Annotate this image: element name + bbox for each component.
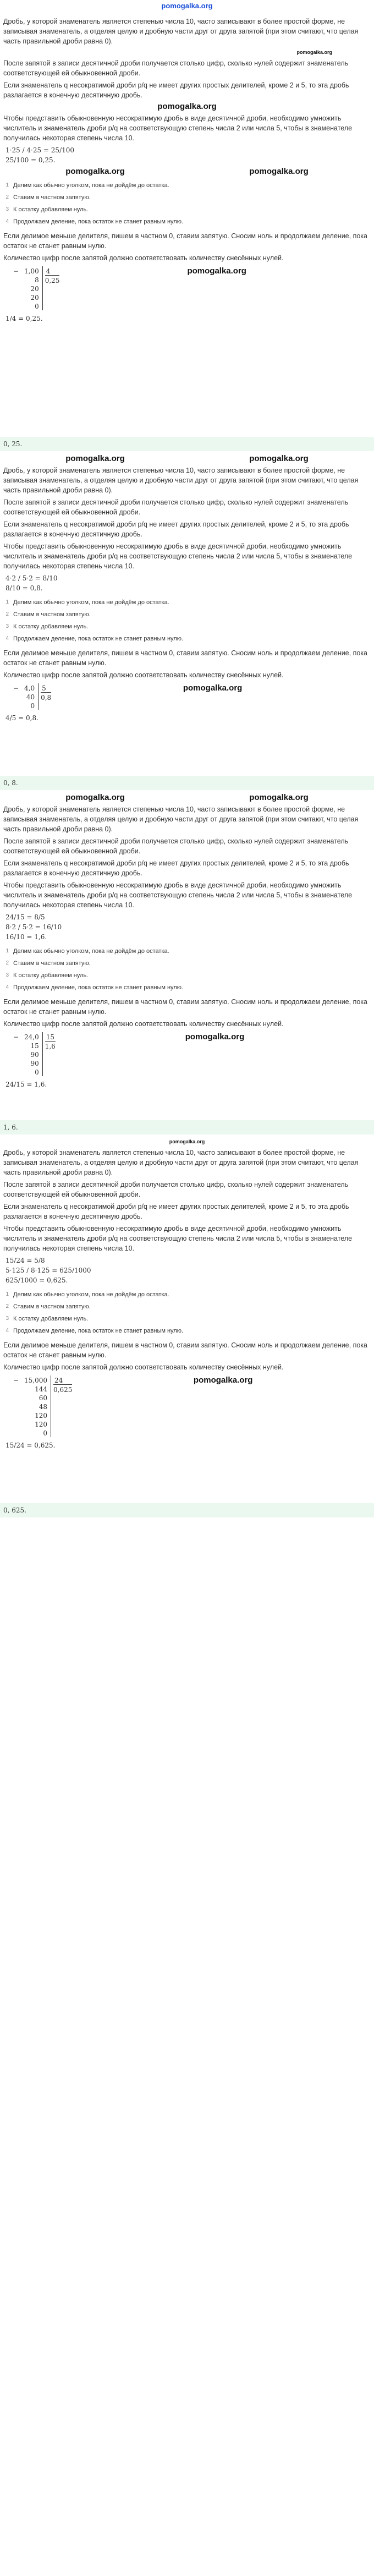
watermark: pomogalka.org	[65, 793, 125, 802]
watermark: pomogalka.org	[65, 454, 125, 463]
equations	[3, 1254, 371, 1286]
answer-box: 0, 25.	[0, 437, 374, 451]
theory-p6: Количество цифр после запятой должно соответствовать количеству снесённых нулей.	[3, 1020, 284, 1028]
watermark: pomogalka.org	[185, 1032, 245, 1042]
equation-line: 8·2 / 5·2 = 16/10	[6, 923, 62, 931]
list-item: 3 К остатку добавляем нуль.	[6, 206, 89, 213]
theory-p4: Чтобы представить обыкновенную несократимую дробь в виде десятичной дроби, необходимо умножить числитель и знаменатель дроби p/q на соответствующую степень числа 2 или числа 5, чтобы в знаменателе получилась некоторая степень числа 10.	[3, 1225, 353, 1252]
watermark: pomogalka.org	[157, 102, 217, 111]
equation-line: 1·25 / 4·25 = 25/100	[6, 146, 75, 154]
theory-p5: Если делимое меньше делителя, пишем в частном 0, ставим запятую. Сносим ноль и продолжаем деление, пока остаток не станет равным нулю.	[3, 232, 367, 250]
theory-p3: Если знаменатель q несократимой дроби p/q не имеет других простых делителей, кроме 2 и 5, то эта дробь разлагается в конечную десятичную дробь.	[3, 859, 349, 877]
equation-line: 24/15 = 8/5	[6, 913, 45, 921]
dividend-column: 24,0 15 90 90 0	[24, 1033, 39, 1076]
watermark: pomogalka.org	[169, 1139, 205, 1144]
equation-line: 8/10 = 0,8.	[6, 584, 43, 592]
long-division: − 4,0 40 0 5 0,8 pomogalka.org	[13, 683, 243, 710]
divisor-column: 4 0,25	[42, 266, 60, 310]
theory-p2: После запятой в записи десятичной дроби получается столько цифр, сколько нулей содержит знаменатель соответствующей ей обыкновенной дроби.	[3, 1181, 349, 1198]
equation-line: 5·125 / 8·125 = 625/1000	[6, 1267, 91, 1274]
steps-list	[3, 179, 371, 228]
result-equation: 4/5 = 0,8.	[6, 714, 38, 722]
theory-p4: Чтобы представить обыкновенную несократимую дробь в виде десятичной дроби, необходимо умножить числитель и знаменатель дроби p/q на соответствующую степень числа 2 или числа 5, чтобы в знаменателе получилась некоторая степень числа 10.	[3, 881, 353, 909]
example-2	[0, 451, 374, 776]
result-equation: 15/24 = 0,625.	[6, 1442, 56, 1449]
list-item: 2 Ставим в частном запятую.	[6, 1303, 91, 1310]
theory-p6: Количество цифр после запятой должно соответствовать количеству снесённых нулей.	[3, 254, 284, 262]
theory-p2: После запятой в записи десятичной дроби получается столько цифр, сколько нулей содержит знаменатель соответствующей ей обыкновенной дроби.	[3, 59, 349, 77]
divisor-column: 5 0,8	[38, 683, 51, 710]
watermark: pomogalka.org	[187, 266, 246, 276]
watermark: pomogalka.org	[249, 793, 309, 802]
long-division: − 15,000 144 60 48 120 120 0 24 0,625 pomogalka.org	[13, 1375, 253, 1437]
theory-p2: После запятой в записи десятичной дроби получается столько цифр, сколько нулей содержит знаменатель соответствующей ей обыкновенной дроби.	[3, 498, 349, 516]
list-item: 4 Продолжаем деление, пока остаток не станет равным нулю.	[6, 635, 184, 642]
answer-box: 0, 8.	[0, 776, 374, 790]
equation-line: 625/1000 = 0,625.	[6, 1276, 68, 1284]
long-division: − 1,00 8 20 20 0 4 0,25 pomogalka.org	[13, 266, 246, 310]
watermark: pomogalka.org	[65, 167, 125, 176]
watermark: pomogalka.org	[249, 167, 309, 176]
list-item: 3 К остатку добавляем нуль.	[6, 972, 89, 979]
theory-p5: Если делимое меньше делителя, пишем в частном 0, ставим запятую. Сносим ноль и продолжаем деление, пока остаток не станет равным нулю.	[3, 1341, 367, 1359]
example-3	[0, 790, 374, 1120]
watermark: pomogalka.org	[249, 454, 309, 463]
theory-p1: Дробь, у которой знаменатель является степенью числа 10, часто записывают в более простой форме, не записывая знаменатель, а отделяя целую и дробную части друг от друга запятой (при этом считают, что целая часть правильной дроби равна 0).	[3, 805, 359, 833]
divisor-column: 15 1,6	[42, 1032, 56, 1076]
site-brand-link[interactable]: pomogalka.org	[161, 2, 213, 10]
dividend-column: 4,0 40 0	[24, 684, 35, 710]
watermark: pomogalka.org	[193, 1375, 253, 1385]
example-1	[0, 13, 374, 437]
list-item: 4 Продолжаем деление, пока остаток не станет равным нулю.	[6, 218, 184, 225]
list-item: 3 К остатку добавляем нуль.	[6, 1316, 89, 1322]
equation-line: 4·2 / 5·2 = 8/10	[6, 574, 58, 582]
divisor-column: 24 0,625	[51, 1375, 72, 1437]
list-item: 2 Ставим в частном запятую.	[6, 194, 91, 201]
long-division: − 24,0 15 90 90 0 15 1,6 pomogalka.org	[13, 1032, 245, 1076]
theory-p3: Если знаменатель q несократимой дроби p/q не имеет других простых делителей, кроме 2 и 5, то эта дробь разлагается в конечную десятичную дробь.	[3, 1203, 349, 1220]
example-4	[0, 1134, 374, 1503]
equation-line: 15/24 = 5/8	[6, 1257, 45, 1264]
theory-p2: После запятой в записи десятичной дроби получается столько цифр, сколько нулей содержит знаменатель соответствующей ей обыкновенной дроби.	[3, 837, 349, 855]
answer-box: 0, 625.	[0, 1503, 374, 1517]
theory-p3: Если знаменатель q несократимой дроби p/q не имеет других простых делителей, кроме 2 и 5, то эта дробь разлагается в конечную десятичную дробь.	[3, 81, 349, 99]
list-item: 4 Продолжаем деление, пока остаток не станет равным нулю.	[6, 984, 184, 991]
answer-box: 1, 6.	[0, 1120, 374, 1134]
list-item: 2 Ставим в частном запятую.	[6, 611, 91, 618]
theory-p4: Чтобы представить обыкновенную несократимую дробь в виде десятичной дроби, необходимо умножить числитель и знаменатель дроби p/q на соответствующую степень числа 2 или числа 5, чтобы в знаменателе получилась некоторая степень числа 10.	[3, 542, 353, 570]
list-item: 1 Делим как обычно уголком, пока не дойдём до остатка.	[6, 1291, 169, 1298]
steps-list	[3, 945, 371, 994]
equations	[3, 911, 371, 943]
theory-p3: Если знаменатель q несократимой дроби p/q не имеет других простых делителей, кроме 2 и 5, то эта дробь разлагается в конечную десятичную дробь.	[3, 520, 349, 538]
theory-p1: Дробь, у которой знаменатель является степенью числа 10, часто записывают в более простой форме, не записывая знаменатель, а отделяя целую и дробную части друг от друга запятой (при этом считают, что целая часть правильной дроби равна 0).	[3, 1149, 359, 1176]
list-item: 1 Делим как обычно уголком, пока не дойдём до остатка.	[6, 182, 169, 189]
theory-p6: Количество цифр после запятой должно соответствовать количеству снесённых нулей.	[3, 1363, 284, 1371]
list-item: 2 Ставим в частном запятую.	[6, 960, 91, 967]
watermark: pomogalka.org	[296, 50, 332, 55]
theory-p1: Дробь, у которой знаменатель является степенью числа 10, часто записывают в более простой форме, не записывая знаменатель, а отделяя целую и дробную части друг от друга запятой (при этом считают, что целая часть правильной дроби равна 0).	[3, 467, 359, 494]
watermark: pomogalka.org	[183, 683, 243, 693]
dividend-column: 15,000 144 60 48 120 120 0	[24, 1377, 47, 1437]
equations	[3, 144, 371, 166]
equations	[3, 572, 371, 594]
list-item: 3 К остатку добавляем нуль.	[6, 623, 89, 630]
list-item: 1 Делим как обычно уголком, пока не дойдём до остатка.	[6, 599, 169, 606]
equation-line: 16/10 = 1,6.	[6, 933, 47, 941]
steps-list	[3, 596, 371, 645]
list-item: 4 Продолжаем деление, пока остаток не станет равным нулю.	[6, 1328, 184, 1334]
theory-p5: Если делимое меньше делителя, пишем в частном 0, ставим запятую. Сносим ноль и продолжаем деление, пока остаток не станет равным нулю.	[3, 649, 367, 667]
theory-p5: Если делимое меньше делителя, пишем в частном 0, ставим запятую. Сносим ноль и продолжаем деление, пока остаток не станет равным нулю.	[3, 998, 367, 1016]
equation-line: 25/100 = 0,25.	[6, 156, 56, 164]
theory-p4: Чтобы представить обыкновенную несократимую дробь в виде десятичной дроби, необходимо умножить числитель и знаменатель дроби p/q на соответствующую степень числа 2 или числа 5, чтобы в знаменателе получилась некоторая степень числа 10.	[3, 114, 353, 142]
result-equation: 1/4 = 0,25.	[6, 315, 43, 322]
result-equation: 24/15 = 1,6.	[6, 1081, 47, 1088]
theory-p1: Дробь, у которой знаменатель является степенью числа 10, часто записывают в более простой форме, не записывая знаменатель, а отделяя целую и дробную части друг от друга запятой (при этом считают, что целая часть правильной дроби равна 0).	[3, 18, 359, 45]
list-item: 1 Делим как обычно уголком, пока не дойдём до остатка.	[6, 948, 169, 955]
theory-p6: Количество цифр после запятой должно соответствовать количеству снесённых нулей.	[3, 671, 284, 679]
steps-list	[3, 1289, 371, 1337]
dividend-column: 1,00 8 20 20 0	[24, 267, 39, 310]
